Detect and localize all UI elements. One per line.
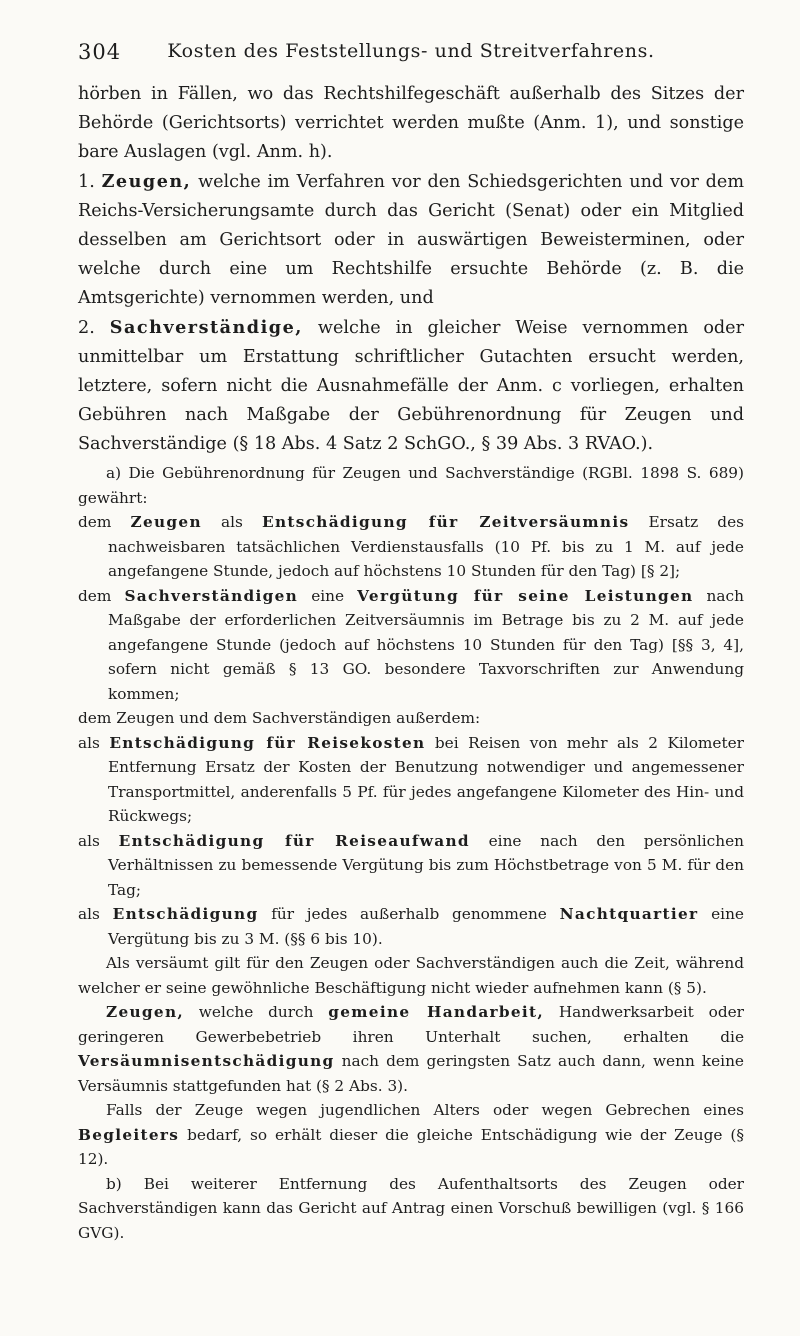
note-a-handarbeit [78,1000,744,1098]
note-a-reiseaufwand [78,829,744,903]
note-a-begleiter [78,1098,744,1172]
note-text: bei Reisen von mehr als 2 Kilometer Entfernung Ersatz der Kosten der Benutzung notwendiger und angemessener Transportmittel, anderenfalls 5 Pf. für jedes angefangene Kilometer des Hin- und Rückwegs; [108,733,744,825]
note-text: als [221,513,243,531]
item-text: welche im Verfahren vor den Schiedsgerichten und vor dem Reichs-Versicherungsamte durch das Gericht (Senat) oder ein Mitglied desselben am Gerichtsort oder in auswärtigen Beweisterminen, oder welche durch eine um Rechtshilfe ersuchte Behörde (z. B. die Amtsgerichte) vernommen werden, und [78,172,745,308]
note-emphasis: Entschädigung für Reiseaufwand [118,831,470,850]
note-text: bedarf, so erhält dieser die gleiche Entschädigung wie der Zeuge (§ 12). [78,1125,744,1168]
note-text: eine [311,586,345,605]
note-text: dem [78,586,112,605]
note-text: als [78,905,100,923]
item-number: 1. [78,172,95,192]
note-text: dem [78,513,112,531]
page-header [78,34,744,80]
note-a-versaeumt: Als versäumt gilt für den Zeugen oder Sachverständigen auch die Zeit, während welcher er seine gewöhnliche Beschäftigung nicht wieder aufnehmen kann (§ 5). [78,954,744,997]
note-emphasis: Begleiters [78,1125,180,1144]
note-a-ausserdem: dem Zeugen und dem Sachverständigen außerdem: [78,709,481,727]
footnotes [78,461,744,1245]
note-a-intro: a) Die Gebührenordnung für Zeugen und Sachverständige (RGBl. 1898 S. 689) gewährt: [78,464,744,507]
note-emphasis: Versäumnisentschädigung [78,1052,335,1070]
item-label: Zeugen, [101,171,192,192]
note-emphasis: Vergütung für seine Leistungen [357,586,694,605]
page-number: 304 [78,40,122,64]
note-emphasis: Entschädigung für Zeitversäumnis [262,513,630,531]
running-title: Kosten des Feststellungs- und Streitverfahrens. [167,40,655,62]
item-number: 2. [78,318,95,338]
note-text: Ersatz des nachweisbaren tatsächlichen Verdienstausfalls (10 Pf. bis zu 1 M. auf jede angefangene Stunde, jedoch auf höchstens 10 Stunden für den Tag) [§ 2]; [108,513,744,580]
item-label: Sachverständige, [109,317,303,338]
note-text: Handwerksarbeit oder geringeren Gewerbebetrieb ihren Unterhalt suchen, erhalten die [78,1003,744,1046]
note-text: als [78,831,100,850]
item-text: welche in gleicher Weise vernommen oder unmittelbar um Erstattung schriftlicher Gutachten ersucht werden, letztere, sofern nicht die Ausnahmefälle der Anm. c vorliegen, erhalten Gebühren nach Maßgabe der Gebührenordnung für Zeugen und Sachverständige (§ 18 Abs. 4 Satz 2 SchGO., § 39 Abs. 3 RVAO.). [78,318,744,454]
note-emphasis: Zeugen [130,513,202,531]
note-text: welche durch [198,1003,314,1021]
note-emphasis: gemeine Handarbeit, [328,1003,545,1021]
note-emphasis: Zeugen, [106,1003,184,1021]
note-text: eine nach den persönlichen Verhältnissen zu bemessende Vergütung bis zum Höchstbetrage von 5 M. für den Tag; [108,831,744,899]
note-text: nach dem geringsten Satz auch dann, wenn keine Versäumnis stattgefunden hat (§ 2 Abs. 3). [78,1052,744,1095]
note-emphasis: Entschädigung für Reisekosten [109,733,426,752]
note-a-zeugen-zeitversaeumnis [78,510,744,584]
note-text: als [78,733,100,752]
note-emphasis: Sachverständigen [124,586,299,605]
item-zeugen [78,167,744,313]
note-b: b) Bei weiterer Entfernung des Aufenthaltsorts des Zeugen oder Sachverständigen kann das Gericht auf Antrag einen Vorschuß bewilligen (vgl. § 166 GVG). [78,1174,744,1242]
note-text: eine Vergütung bis zu 3 M. (§§ 6 bis 10). [108,905,744,948]
note-emphasis: Nachtquartier [559,905,699,923]
main-text [78,80,744,459]
note-a-sachverstaendige-verguetung [78,584,744,707]
intro-paragraph: hörben in Fällen, wo das Rechtshilfegeschäft außerhalb des Sitzes der Behörde (Gerichtsorts) verrichtet werden mußte (Anm. 1), und sonstige bare Auslagen (vgl. Anm. h). [78,84,744,162]
note-text: Falls der Zeuge wegen jugendlichen Alters oder wegen Gebrechen eines [106,1101,744,1119]
note-a-reisekosten [78,731,744,829]
note-emphasis: Entschädigung [112,905,259,923]
item-sachverstaendige [78,313,744,459]
note-text: nach Maßgabe der erforderlichen Zeitversäumnis im Betrage bis zu 2 M. auf jede angefangene Stunde (jedoch auf höchstens 10 Stunden für den Tag) [§§ 3, 4], sofern nicht gemäß § 13 GO. besondere Taxvorschriften zur Anwendung kommen; [108,586,744,703]
note-a-nachtquartier [78,902,744,951]
note-text: für jedes außerhalb genommene [271,905,547,923]
